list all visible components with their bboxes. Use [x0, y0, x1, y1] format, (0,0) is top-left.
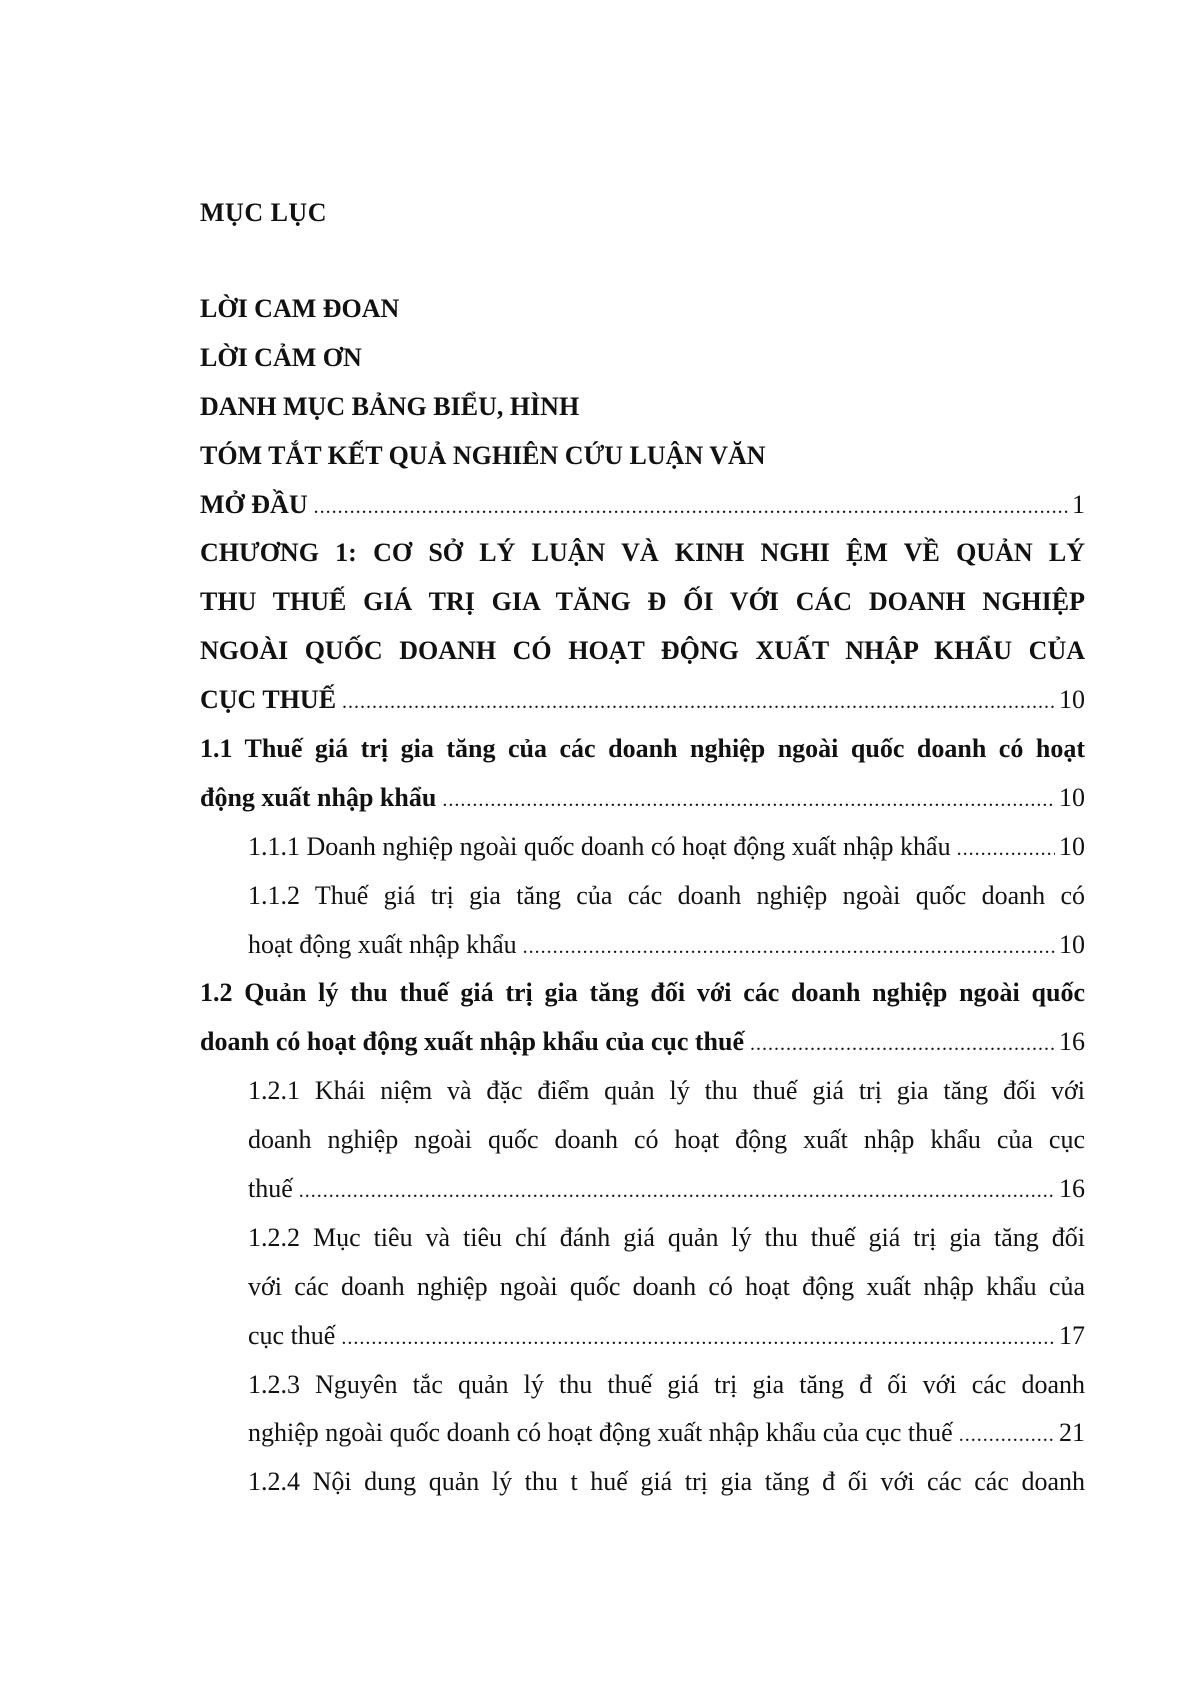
toc-entry-chuong-1-line-2[interactable]: THU THUẾ GIÁ TRỊ GIA TĂNG Đ ỐI VỚI CÁC DOANH NGHIỆP [200, 587, 1085, 617]
toc-entry-1-2-2-line-2[interactable]: với các doanh nghiệp ngoài quốc doanh có hoạt động xuất nhập khẩu của [248, 1271, 1085, 1301]
toc-entry-1-2-line-1[interactable]: 1.2 Quản lý thu thuế giá trị gia tăng đối với các doanh nghiệp ngoài quốc [200, 978, 1085, 1008]
toc-entry-1-1-2-line-1[interactable]: 1.1.2 Thuế giá trị gia tăng của các doanh nghiệp ngoài quốc doanh có [248, 880, 1085, 910]
toc-entry-1-2-3-line-1[interactable]: 1.2.3 Nguyên tắc quản lý thu thuế giá trị gia tăng đ ối với các doanh [248, 1369, 1085, 1399]
toc-entry-1-2-1-line-3[interactable] [200, 1165, 1085, 1214]
page-number: 16 [1059, 1027, 1085, 1057]
page-number: 16 [1059, 1174, 1085, 1204]
toc-entry-1-1-2-line-2[interactable] [200, 921, 1085, 970]
toc-entry-1-1-1[interactable] [200, 823, 1085, 872]
toc-entry-danh-muc[interactable]: DANH MỤC BẢNG BIỂU, HÌNH [200, 391, 580, 421]
toc-entry-1-1-line-2[interactable] [200, 774, 1085, 823]
toc-entry-1-2-1-line-2[interactable]: doanh nghiệp ngoài quốc doanh có hoạt động xuất nhập khẩu của cục [248, 1125, 1085, 1155]
page-number: 10 [1059, 782, 1085, 812]
leader-dots [299, 1167, 1055, 1214]
toc-entry-tom-tat[interactable]: TÓM TẮT KẾT QUẢ NGHIÊN CỨU LUẬN VĂN [200, 440, 766, 470]
toc-entry-chuong-1-line-1[interactable]: CHƯƠNG 1: CƠ SỞ LÝ LUẬN VÀ KINH NGHI ỆM VỀ QUẢN LÝ [200, 538, 1085, 568]
toc-entry-text: thuế [248, 1174, 293, 1204]
table-of-contents [200, 285, 1085, 1507]
toc-entry-text: động xuất nhập khẩu [200, 782, 437, 812]
page-number: 10 [1059, 831, 1085, 861]
leader-dots [341, 1314, 1055, 1361]
page-number: 10 [1059, 685, 1085, 715]
toc-entry-1-1-line-1[interactable]: 1.1 Thuế giá trị gia tăng của các doanh nghiệp ngoài quốc doanh có hoạt [200, 734, 1085, 764]
toc-entry-text: doanh có hoạt động xuất nhập khẩu của cục thuế [200, 1027, 744, 1057]
toc-entry-chuong-1-line-4[interactable] [200, 676, 1085, 725]
toc-entry-1-2-4-line-1[interactable]: 1.2.4 Nội dung quản lý thu t huế giá trị gia tăng đ ối với các các doanh [248, 1467, 1085, 1497]
toc-entry-loi-cam-doan[interactable]: LỜI CAM ĐOAN [200, 294, 400, 323]
page-number: 17 [1059, 1320, 1085, 1350]
leader-dots [959, 1411, 1055, 1458]
leader-dots [314, 483, 1068, 530]
toc-entry-1-2-2-line-1[interactable]: 1.2.2 Mục tiêu và tiêu chí đánh giá quản lý thu thuế giá trị gia tăng đối [248, 1222, 1085, 1252]
toc-entry-1-2-1-line-1[interactable]: 1.2.1 Khái niệm và đặc điểm quản lý thu thuế giá trị gia tăng đối với [248, 1076, 1085, 1106]
leader-dots [750, 1020, 1055, 1067]
toc-entry-1-2-2-line-3[interactable] [200, 1312, 1085, 1361]
toc-title: MỤC LỤC [200, 198, 327, 227]
toc-entry-text: cục thuế [248, 1320, 336, 1350]
leader-dots [342, 678, 1055, 725]
toc-entry-mo-dau[interactable] [200, 481, 1085, 530]
toc-entry-loi-cam-on[interactable]: LỜI CẢM ƠN [200, 342, 362, 372]
page-number: 10 [1059, 929, 1085, 959]
page-number: 1 [1072, 489, 1085, 519]
toc-entry-text: CỤC THUẾ [200, 685, 337, 715]
toc-entry-text: 1.1.1 Doanh nghiệp ngoài quốc doanh có hoạt động xuất nhập khẩu [248, 831, 951, 861]
toc-entry-text: MỞ ĐẦU [200, 489, 308, 519]
leader-dots [442, 776, 1055, 823]
page-number: 21 [1059, 1418, 1085, 1448]
leader-dots [957, 825, 1055, 872]
toc-entry-chuong-1-line-3[interactable]: NGOÀI QUỐC DOANH CÓ HOẠT ĐỘNG XUẤT NHẬP KHẨU CỦA [200, 636, 1085, 666]
toc-entry-1-2-3-line-2[interactable] [200, 1409, 1085, 1458]
toc-entry-text: nghiệp ngoài quốc doanh có hoạt động xuất nhập khẩu của cục thuế [248, 1418, 953, 1448]
leader-dots [523, 923, 1055, 970]
toc-entry-1-2-line-2[interactable] [200, 1018, 1085, 1067]
toc-entry-text: hoạt động xuất nhập khẩu [248, 929, 517, 959]
